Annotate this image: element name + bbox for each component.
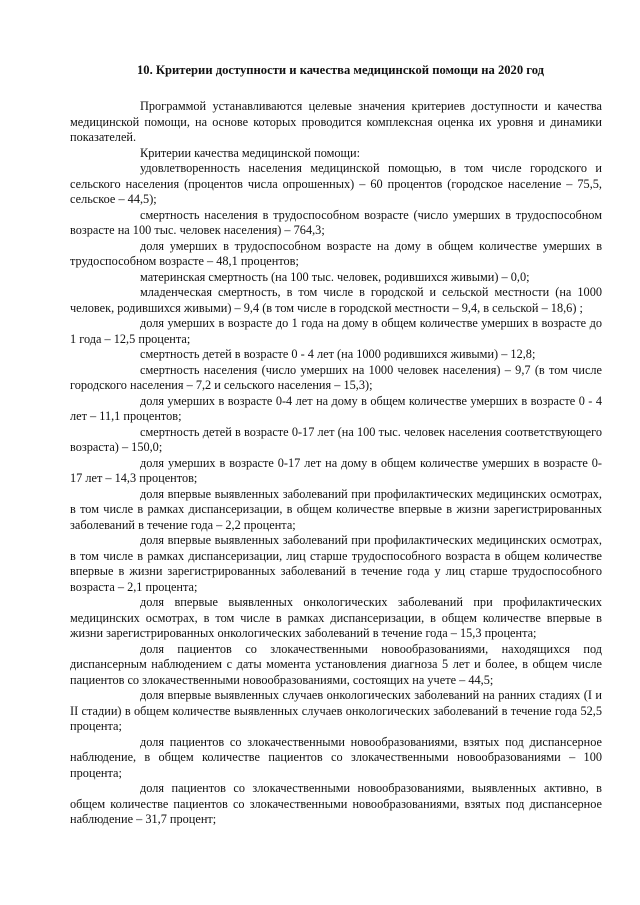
paragraph-child-0-4-mortality: смертность детей в возрасте 0 - 4 лет (на 1000 родившихся живыми) – 12,8;	[140, 347, 536, 361]
paragraph-intro: Программой устанавливаются целевые значения критериев доступности и качества медицинской помощи, на основе которых проводится комплексная оценка их уровня и динамики показателей.	[70, 99, 602, 144]
paragraph-first-detected-diseases: доля впервые выявленных заболеваний при профилактических медицинских осмотрах, в том числе в рамках диспансеризации, в общем количестве впервые в жизни зарегистрированных заболеваний в течение года – 2,2 процента;	[70, 486, 602, 532]
paragraph-criteria-title: Критерии качества медицинской помощи:	[140, 145, 361, 160]
paragraph-first-detected-elderly: доля впервые выявленных заболеваний при профилактических медицинских осмотрах, в том числе в рамках диспансеризации, лиц старше трудоспособного возраста в общем количестве впервые в жизни зарегистрированных заболеваний в течение года у лиц старше трудоспособного возраста – 2,1 процента;	[70, 533, 602, 594]
paragraph-0-17-home-deaths: доля умерших в возрасте 0-17 лет на дому в общем количестве умерших в возрасте 0-17 лет – 14,3 процентов;	[70, 455, 602, 485]
paragraph-infant-mortality: младенческая смертность, в том числе в городской и сельской местности (на 1000 человек, родившихся живыми) – 9,4 (в том числе в городской местности – 9,4, в сельской – 18,6) ;	[70, 285, 602, 315]
paragraph-oncology-active-detection: доля пациентов со злокачественными новообразованиями, выявленных активно, в общем количестве пациентов со злокачественными новообразованиями, взятых под диспансерное наблюдение – 31,7 процент;	[70, 781, 602, 826]
paragraph-maternal-mortality: материнская смертность (на 100 тыс. человек, родившихся живыми) – 0,0;	[140, 269, 530, 284]
paragraph-first-detected-oncology: доля впервые выявленных онкологических заболеваний при профилактических медицинских осмотрах, в том числе в рамках диспансеризации, в общем количестве впервые в жизни зарегистрированных онкологических заболеваний в течение года – 15,3 процента;	[70, 595, 602, 640]
paragraph-oncology-5-years: доля пациентов со злокачественными новообразованиями, находящихся под диспансерным наблюдением с даты момента установления диагноза 5 лет и более, в общем числе пациентов со злокачественными новообразованиями, состоящих на учете – 44,5;	[70, 641, 602, 687]
paragraph-population-mortality: смертность населения (число умерших на 1000 человек населения) – 9,7 (в том числе городского населения – 7,2 и сельского населения – 15,3);	[70, 362, 602, 392]
paragraph-working-age-mortality: смертность населения в трудоспособном возрасте (число умерших в трудоспособном возрасте на 100 тыс. человек населения) – 764,3;	[70, 207, 602, 237]
paragraph-working-age-home-deaths: доля умерших в трудоспособном возрасте на дому в общем количестве умерших в трудоспособном возрасте – 48,1 процентов;	[70, 238, 602, 268]
paragraph-child-0-17-mortality: смертность детей в возрасте 0-17 лет (на 100 тыс. человек населения соответствующего возраста) – 150,0;	[70, 424, 602, 454]
paragraph-satisfaction: удовлетворенность населения медицинской помощью, в том числе городского и сельского населения (процентов числа опрошенных) – 60 процентов (городское население – 75,5, сельское – 44,5);	[70, 161, 602, 206]
section-heading: 10. Критерии доступности и качества медицинской помощи на 2020 год	[137, 63, 545, 77]
paragraph-oncology-early-stage: доля впервые выявленных случаев онкологических заболеваний на ранних стадиях (I и II стадии) в общем количестве выявленных случаев онкологических заболеваний в течение года 52,5 процента;	[70, 688, 602, 733]
paragraph-0-4-home-deaths: доля умерших в возрасте 0-4 лет на дому в общем количестве умерших в возрасте 0 - 4 лет – 11,1 процентов;	[70, 393, 602, 423]
paragraph-oncology-dispensary: доля пациентов со злокачественными новообразованиями, взятых под диспансерное наблюдение, в общем количестве пациентов со злокачественными новообразованиями – 100 процента;	[70, 734, 602, 780]
paragraph-under-1-home-deaths: доля умерших в возрасте до 1 года на дому в общем количестве умерших в возрасте до 1 года – 12,5 процента;	[70, 316, 602, 346]
